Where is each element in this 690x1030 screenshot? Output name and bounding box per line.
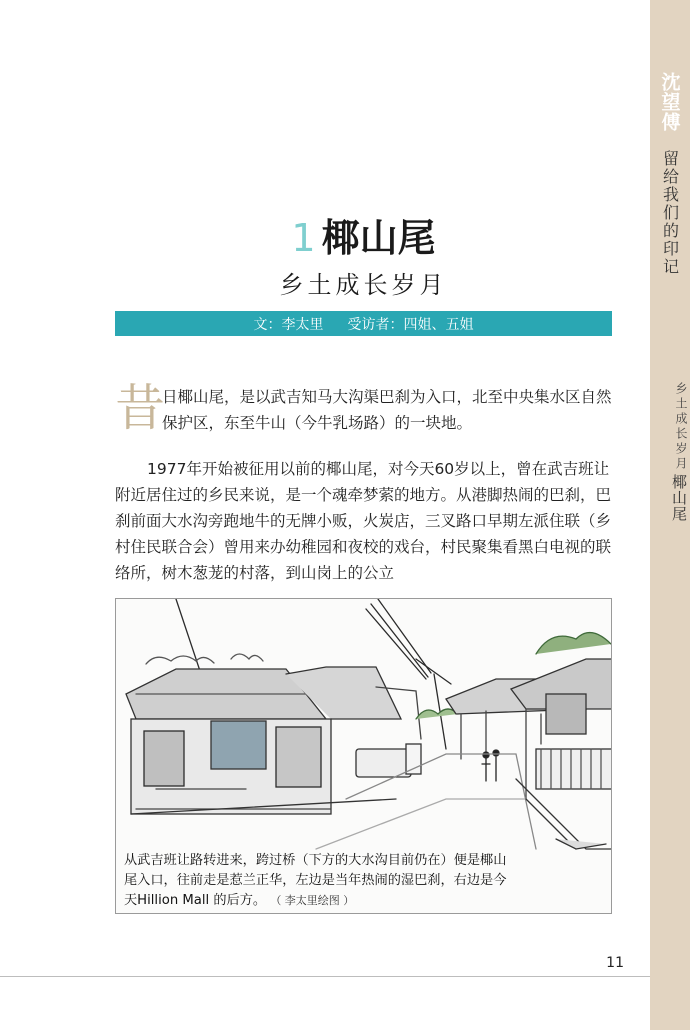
chapter-title [115, 214, 612, 262]
byline-bar [115, 311, 612, 336]
chapter-subtitle: 乡土成长岁月 [279, 271, 448, 299]
illustration-credit: （ 李太里绘图 ） [270, 894, 355, 907]
running-chapter-head [650, 342, 690, 522]
chapter-number: 1 [291, 216, 316, 260]
running-chapter-title: 椰山尾 [670, 474, 688, 522]
caption-text: 从武吉班让路转进来，跨过桥（下方的大水沟目前仍在）便是椰山尾入口，往前走是惹兰正华，左边是当年热闹的湿巴刹，右边是今天Hillion Mall 的后方。 [124, 853, 507, 908]
byline-author: 文：李太里 [253, 316, 324, 333]
paragraph-2: 1977年开始被征用以前的椰山尾，对今天60岁以上，曾在武吉班让附近居住过的乡民来说，是一个魂牵梦萦的地方。从港脚热闹的巴刹，巴刹前面大水沟旁跑地牛的无牌小贩，火炭店，三叉路口早期左派住联（乡村住民联合会）曾用来办幼稚园和夜校的戏台，村民聚集看黑白电视的联络所，树木葱茏的村落，到山岗上的公立 [115, 460, 612, 582]
byline-interviewees: 受访者：四姐、五姐 [347, 316, 474, 333]
paragraph-1: 日椰山尾，是以武吉知马大沟渠巴刹为入口，北至中央集水区自然保护区，东至牛山（今牛乳场路）的一块地。 [162, 388, 612, 432]
book-title: 留给我们的印记 [660, 150, 680, 276]
drop-cap: 昔 [115, 379, 165, 437]
figure-caption [124, 851, 516, 911]
side-tab [650, 0, 690, 1030]
footer-rule [0, 976, 650, 977]
chapter-title-text: 椰山尾 [321, 216, 436, 260]
series-brand: 沈望傅 [658, 72, 681, 132]
street-sketch-figure [115, 598, 612, 914]
page-number: 11 [606, 955, 624, 971]
running-chapter-subtitle: 乡土成长岁月 [674, 382, 688, 472]
